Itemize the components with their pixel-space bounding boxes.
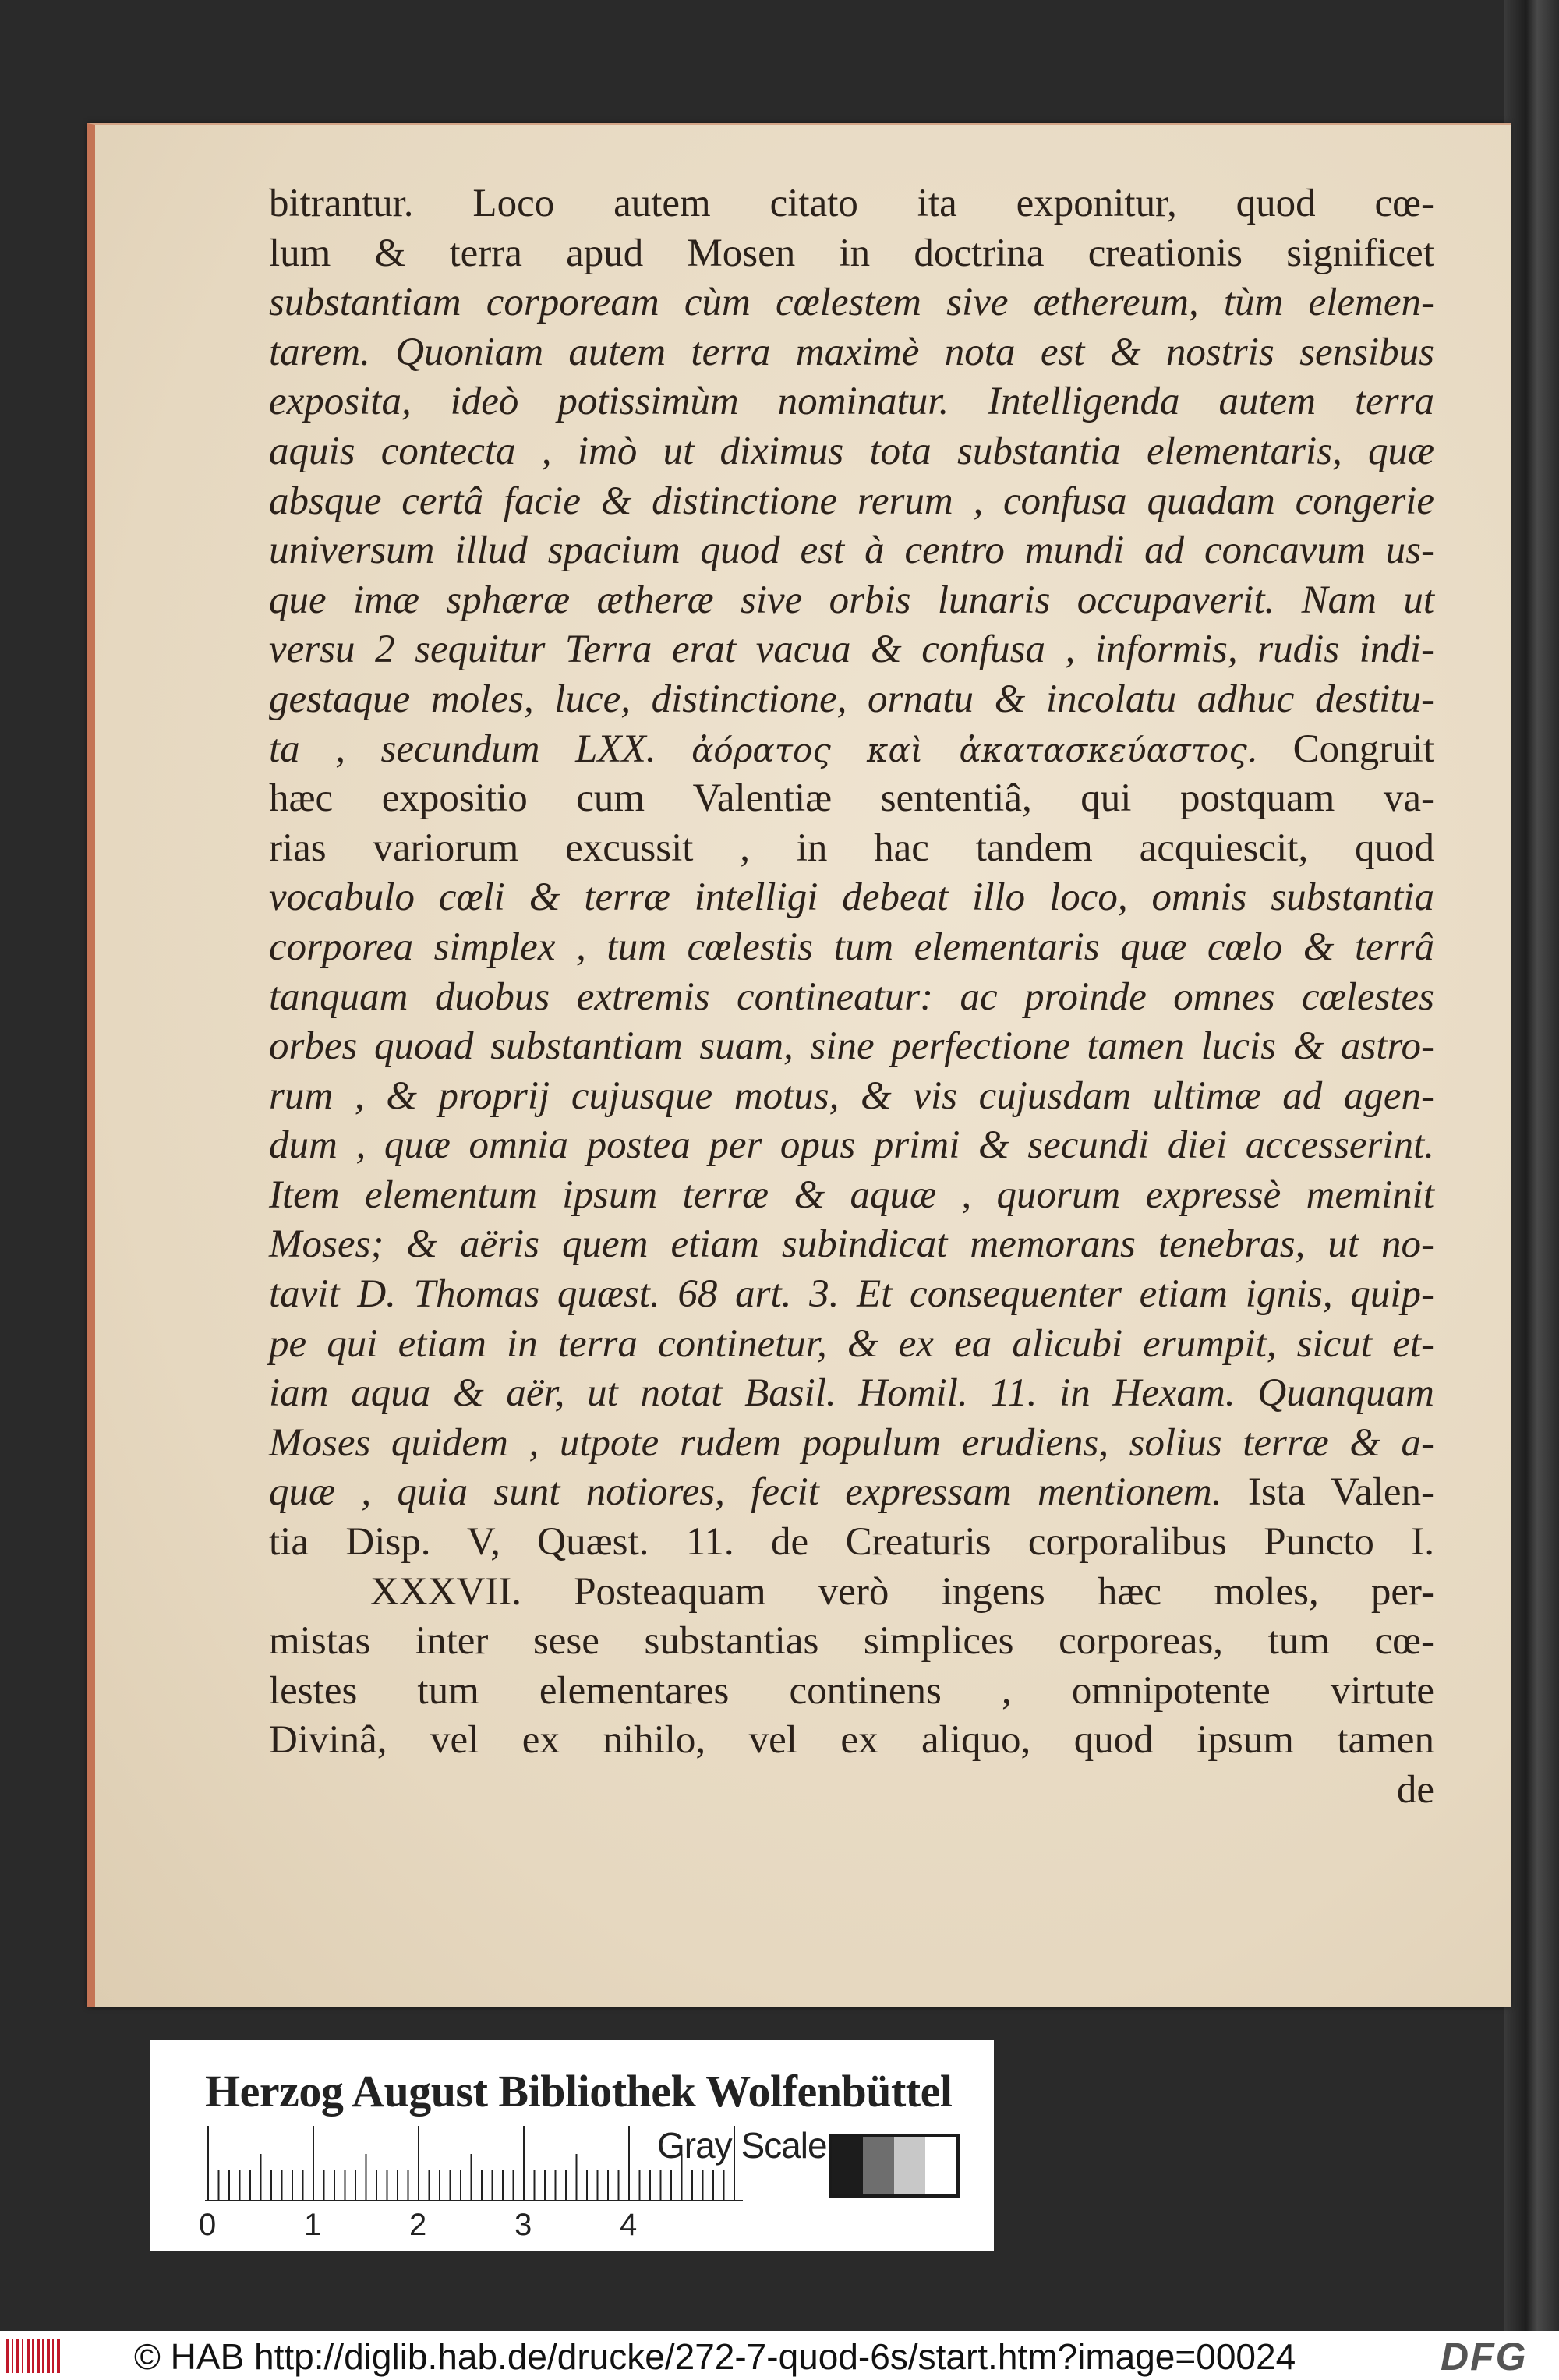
text-line: [269, 229, 1434, 279]
library-name: Herzog August Bibliothek Wolfenbüttel: [205, 2066, 953, 2117]
gray-scale-label: Gray Scale: [657, 2125, 827, 2166]
text-segment: iam aqua & aër, ut notat Basil. Homil. 11. in Hexam. Quanquam: [269, 1371, 1434, 1416]
text-line: [269, 328, 1434, 378]
text-segment: lum & terra apud Mosen in doctrina creationis significet: [269, 231, 1434, 275]
text-line: [269, 1072, 1434, 1122]
book-spine-edge: [1504, 0, 1559, 2331]
footer-bar: [0, 2331, 1559, 2380]
text-line: [269, 725, 1434, 775]
text-line: [269, 873, 1434, 923]
text-segment: rum , & proprij cujusque motus, & vis cujusdam ultimæ ad agen-: [269, 1073, 1434, 1118]
text-line: [269, 1518, 1434, 1568]
text-segment: ἀόρατος καὶ ἀκατασκεύαστος.: [691, 730, 1258, 769]
text-line: [269, 625, 1434, 675]
text-line: [269, 1171, 1434, 1221]
text-segment: lestes tum elementares continens , omnipotente virtute: [269, 1668, 1434, 1713]
text-line: [269, 1270, 1434, 1320]
text-segment: exposita, ideò potissimùm nominatur. Intelligenda autem terra: [269, 380, 1434, 424]
ruler-number: 0: [199, 2208, 217, 2242]
text-line: [269, 973, 1434, 1023]
text-segment: versu 2 sequitur Terra erat vacua & confusa , informis, rudis indi-: [269, 628, 1434, 672]
text-line: [269, 427, 1434, 477]
text-segment: de: [1396, 1768, 1434, 1812]
text-segment: Moses quidem , utpote rudem populum erudiens, solius terræ & a-: [269, 1420, 1434, 1465]
text-segment: tarem. Quoniam autem terra maximè nota est & nostris sensibus: [269, 330, 1434, 374]
text-line: [269, 923, 1434, 973]
text-segment: substantiam corpoream cùm cœlestem sive æthereum, tùm elemen-: [269, 281, 1434, 325]
text-segment: XXXVII. Posteaquam verò ingens hæc moles, per-: [370, 1569, 1434, 1614]
text-line: [269, 1568, 1434, 1618]
text-line: [269, 1121, 1434, 1171]
gray-patch: [925, 2137, 956, 2194]
text-segment: tavit D. Thomas quæst. 68 art. 3. Et consequenter etiam ignis, quip-: [269, 1272, 1434, 1317]
text-line: [269, 675, 1434, 725]
text-line: [269, 576, 1434, 626]
text-line: [269, 1716, 1434, 1766]
ruler-number: 4: [620, 2208, 638, 2242]
text-line: [269, 1369, 1434, 1419]
text-segment: tanquam duobus extremis contineatur: ac proinde omnes cœlestes: [269, 974, 1434, 1019]
text-segment: aquis contecta , imò ut diximus tota substantia elementaris, quæ: [269, 429, 1434, 473]
hab-logo-icon: [6, 2339, 62, 2373]
gray-scale-patches: [829, 2134, 960, 2198]
text-segment: gestaque moles, luce, distinctione, ornatu & incolatu adhuc destitu-: [269, 677, 1434, 721]
text-segment: bitrantur. Loco autem citato ita exponitur, quod cœ-: [269, 182, 1434, 225]
text-segment: dum , quæ omnia postea per opus primi & secundi diei accesserint.: [269, 1123, 1434, 1168]
text-line: [269, 179, 1434, 229]
text-line: [269, 526, 1434, 576]
text-segment: pe qui etiam in terra continetur, & ex ea alicubi erumpit, sicut et-: [269, 1321, 1434, 1366]
text-segment: que imæ sphæræ ætheræ sive orbis lunaris occupaverit. Nam ut: [269, 578, 1434, 622]
text-line: [269, 1320, 1434, 1370]
text-segment: ta , secundum LXX.: [269, 727, 692, 771]
gray-patch: [832, 2137, 863, 2194]
page-text: [269, 179, 1434, 1816]
text-segment: vocabulo cœli & terræ intelligi debeat illo loco, omnis substantia: [269, 875, 1434, 920]
text-segment: hæc expositio cum Valentiæ sententiâ, qui postquam va-: [269, 776, 1434, 821]
text-segment: orbes quoad substantiam suam, sine perfectione tamen lucis & astro-: [269, 1024, 1434, 1069]
text-line: [269, 1468, 1434, 1518]
text-line: [269, 278, 1434, 328]
color-calibration-card: [150, 2040, 994, 2251]
text-line: [269, 377, 1434, 427]
ruler-number: 3: [514, 2208, 532, 2242]
text-segment: mistas inter sese substantias simplices corporeas, tum cœ-: [269, 1619, 1434, 1664]
dfg-logo: DFG: [1441, 2335, 1528, 2378]
ruler-number: 1: [304, 2208, 322, 2242]
text-segment: absque certâ facie & distinctione rerum , confusa quadam congerie: [269, 479, 1434, 523]
text-segment: tia Disp. V, Quæst. 11. de Creaturis corporalibus Puncto I.: [269, 1520, 1434, 1565]
text-segment: corporea simplex , tum cœlestis tum elementaris quæ cœlo & terrâ: [269, 925, 1434, 969]
gray-patch: [894, 2137, 925, 2194]
text-line: [269, 774, 1434, 824]
text-segment: Item elementum ipsum terræ & aquæ , quorum expressè meminit: [269, 1172, 1434, 1217]
text-segment: quæ , quia sunt notiores, fecit expressam mentionem.: [269, 1470, 1222, 1515]
text-segment: Ista Valen-: [1221, 1470, 1435, 1515]
ruler-numbers: [197, 2208, 790, 2247]
text-segment: Moses; & aëris quem etiam subindicat memorans tenebras, ut no-: [269, 1222, 1434, 1267]
gray-patch: [863, 2137, 894, 2194]
text-line: [269, 1766, 1434, 1816]
text-line: [269, 1220, 1434, 1270]
text-line: [269, 1617, 1434, 1667]
source-url[interactable]: © HAB http://diglib.hab.de/drucke/272-7-quod-6s/start.htm?image=00024: [134, 2336, 1296, 2377]
text-segment: universum illud spacium quod est à centro mundi ad concavum us-: [269, 529, 1434, 573]
text-segment: Congruit: [1257, 727, 1434, 771]
text-line: [269, 1419, 1434, 1469]
text-segment: rias variorum excussit , in hac tandem acquiescit, quod: [269, 826, 1434, 870]
text-segment: Divinâ, vel ex nihilo, vel ex aliquo, quod ipsum tamen: [269, 1718, 1434, 1763]
text-line: [269, 824, 1434, 874]
ruler-number: 2: [409, 2208, 427, 2242]
text-line: [269, 1667, 1434, 1717]
text-line: [269, 1022, 1434, 1072]
text-line: [269, 477, 1434, 527]
